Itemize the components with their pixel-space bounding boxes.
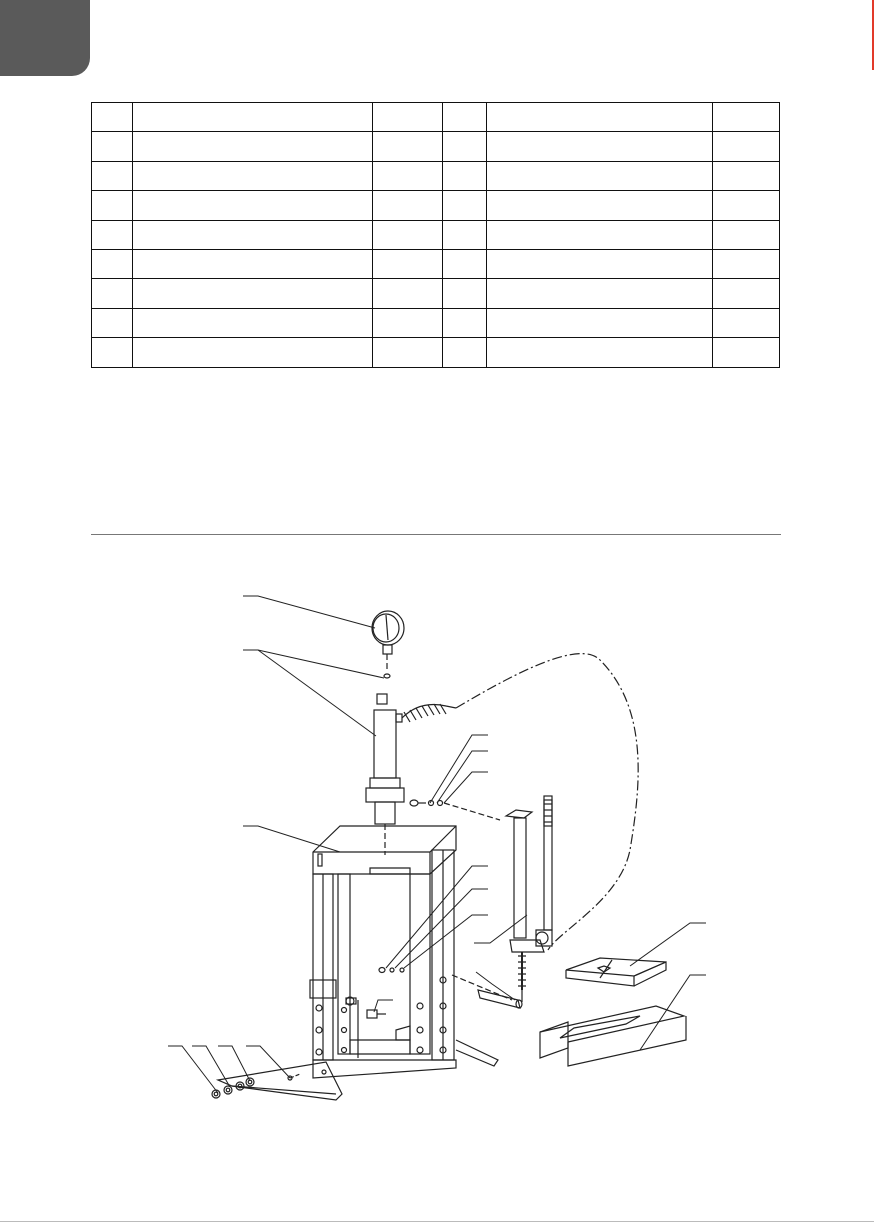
parts-cell-no <box>92 308 133 337</box>
parts-table-row <box>92 103 780 132</box>
parts-cell-no <box>443 338 487 367</box>
parts-cell-no <box>443 103 487 132</box>
parts-cell-no <box>92 249 133 278</box>
pump-assembly-part <box>506 796 552 1002</box>
pin-part <box>478 990 522 1008</box>
parts-cell-qty <box>713 132 780 161</box>
parts-table-row <box>92 338 780 367</box>
parts-cell-qty <box>373 191 443 220</box>
hydraulic-cylinder-part <box>366 694 404 855</box>
parts-cell-qty <box>713 308 780 337</box>
parts-cell-no <box>92 279 133 308</box>
parts-cell-no <box>92 132 133 161</box>
parts-cell-no <box>92 338 133 367</box>
parts-cell-description <box>487 220 713 249</box>
parts-cell-qty <box>373 103 443 132</box>
v-block-part <box>540 1006 686 1066</box>
parts-cell-description <box>487 308 713 337</box>
parts-table-row <box>92 308 780 337</box>
press-plate-part <box>566 958 666 986</box>
parts-cell-qty <box>713 279 780 308</box>
parts-cell-no <box>443 249 487 278</box>
parts-cell-qty <box>373 132 443 161</box>
parts-cell-description <box>133 132 373 161</box>
parts-cell-no <box>443 308 487 337</box>
parts-table-row <box>92 191 780 220</box>
page-footer-line <box>0 1221 874 1222</box>
parts-table-row <box>92 220 780 249</box>
parts-cell-description <box>487 191 713 220</box>
parts-table-row <box>92 249 780 278</box>
parts-cell-description <box>133 161 373 190</box>
parts-cell-qty <box>713 338 780 367</box>
parts-cell-description <box>487 338 713 367</box>
section-divider <box>91 534 781 535</box>
parts-cell-qty <box>713 161 780 190</box>
parts-cell-description <box>487 249 713 278</box>
parts-cell-qty <box>373 338 443 367</box>
parts-cell-qty <box>713 220 780 249</box>
pressure-gauge-part <box>372 611 404 678</box>
parts-cell-qty <box>373 279 443 308</box>
page-corner-tab <box>0 0 90 76</box>
exploded-view-diagram <box>0 540 874 1180</box>
parts-cell-no <box>92 191 133 220</box>
parts-cell-description <box>133 103 373 132</box>
parts-cell-no <box>443 220 487 249</box>
parts-cell-qty <box>713 103 780 132</box>
parts-cell-description <box>487 161 713 190</box>
parts-table-row <box>92 132 780 161</box>
parts-cell-description <box>487 279 713 308</box>
parts-cell-description <box>133 338 373 367</box>
parts-cell-qty <box>373 308 443 337</box>
parts-cell-description <box>487 103 713 132</box>
parts-cell-no <box>443 279 487 308</box>
parts-cell-description <box>133 279 373 308</box>
parts-cell-description <box>487 132 713 161</box>
parts-cell-no <box>92 103 133 132</box>
parts-cell-description <box>133 191 373 220</box>
parts-table-row <box>92 279 780 308</box>
parts-cell-no <box>92 220 133 249</box>
parts-cell-no <box>92 161 133 190</box>
parts-cell-qty <box>713 191 780 220</box>
parts-cell-description <box>133 249 373 278</box>
parts-cell-qty <box>373 249 443 278</box>
parts-cell-qty <box>373 220 443 249</box>
press-frame-part <box>310 826 498 1078</box>
parts-cell-qty <box>713 249 780 278</box>
parts-cell-no <box>443 132 487 161</box>
top-fasteners <box>410 800 500 820</box>
parts-cell-description <box>133 308 373 337</box>
parts-cell-no <box>443 191 487 220</box>
parts-cell-description <box>133 220 373 249</box>
parts-cell-no <box>443 161 487 190</box>
parts-list-table <box>91 102 780 368</box>
parts-table-row <box>92 161 780 190</box>
parts-cell-qty <box>373 161 443 190</box>
